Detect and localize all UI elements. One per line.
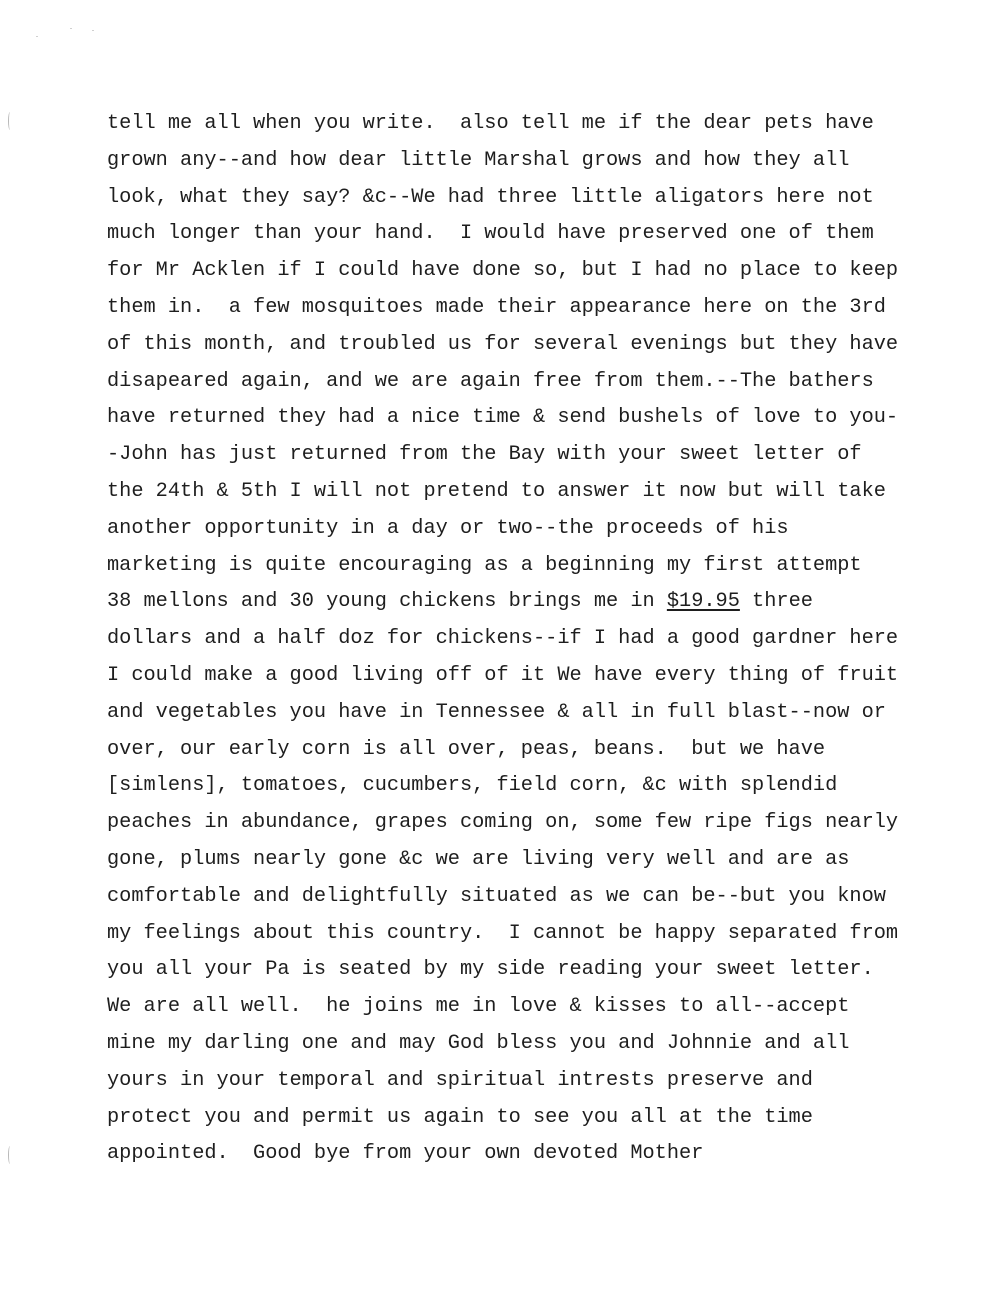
scan-margin-mark [8, 1146, 12, 1164]
letter-line: have returned they had a nice time & send bushels of love to you- [107, 406, 899, 430]
letter-line: much longer than your hand. I would have preserved one of them [107, 222, 874, 246]
letter-line: the 24th & 5th I will not pretend to answer it now but will take [107, 479, 886, 503]
letter-line: mine my darling one and may God bless you and Johnnie and all [107, 1031, 850, 1055]
letter-line: marketing is quite encouraging as a beginning my first attempt [107, 553, 862, 577]
scan-speck [92, 30, 94, 31]
letter-line: over, our early corn is all over, peas, beans. but we have [107, 737, 826, 761]
letter-line: look, what they say? &c--We had three little aligators here not [107, 185, 874, 209]
letter-line: I could make a good living off of it We have every thing of fruit [107, 663, 899, 687]
letter-line: of this month, and troubled us for several evenings but they have [107, 332, 899, 356]
letter-line: comfortable and delightfully situated as we can be--but you know [107, 884, 886, 908]
letter-line: gone, plums nearly gone &c we are living very well and are as [107, 847, 850, 871]
scan-speck [70, 28, 72, 29]
underlined-amount: $19.95 [666, 590, 740, 614]
letter-line: disapeared again, and we are again free from them.--The bathers [107, 369, 874, 393]
letter-line: another opportunity in a day or two--the proceeds of his [107, 516, 789, 540]
letter-line: [simlens], tomatoes, cucumbers, field corn, &c with splendid [107, 774, 838, 798]
letter-line: -John has just returned from the Bay with your sweet letter of [107, 443, 862, 467]
line-text-after-amount: three [739, 590, 813, 614]
letter-line: grown any--and how dear little Marshal grows and how they all [107, 148, 850, 172]
letter-line: my feelings about this country. I cannot be happy separated from [107, 921, 899, 945]
letter-closing-line: appointed. Good bye from your own devoted Mother [107, 1142, 704, 1166]
letter-line: you all your Pa is seated by my side reading your sweet letter. [107, 958, 874, 982]
letter-line: yours in your temporal and spiritual intrests preserve and [107, 1068, 813, 1092]
letter-line: peaches in abundance, grapes coming on, some few ripe figs nearly [107, 811, 899, 835]
letter-line-with-amount [107, 584, 957, 621]
letter-line: dollars and a half doz for chickens--if I had a good gardner here [107, 627, 899, 651]
letter-body [107, 106, 957, 1173]
letter-line: and vegetables you have in Tennessee & all in full blast--now or [107, 700, 886, 724]
line-text-before-amount: 38 mellons and 30 young chickens brings me in [107, 590, 667, 614]
letter-line: protect you and permit us again to see you all at the time [107, 1105, 813, 1129]
letter-line: tell me all when you write. also tell me if the dear pets have [107, 112, 874, 135]
letter-line: for Mr Acklen if I could have done so, but I had no place to keep [107, 259, 899, 283]
letter-line: them in. a few mosquitoes made their appearance here on the 3rd [107, 295, 886, 319]
letter-line: We are all well. he joins me in love & kisses to all--accept [107, 995, 850, 1019]
scan-speck [36, 36, 38, 37]
scan-margin-mark [8, 112, 12, 130]
